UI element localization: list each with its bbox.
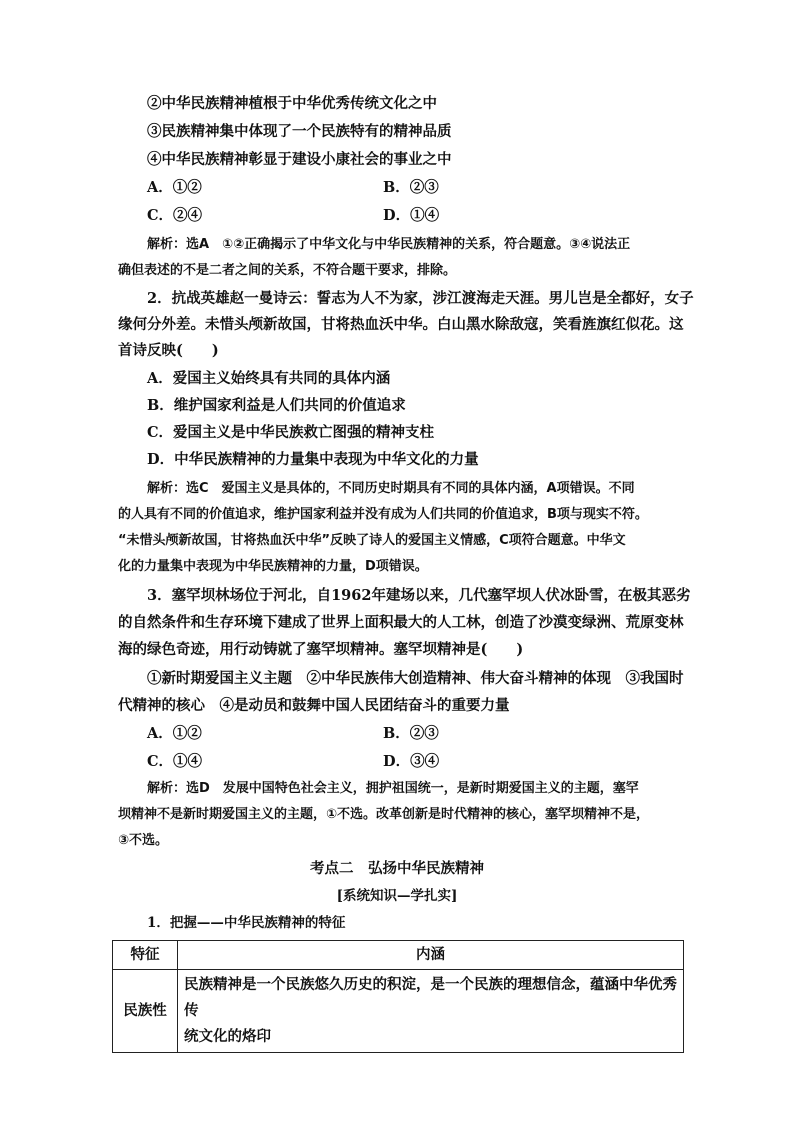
q2-option-a: A．爱国主义始终具有共同的具体内涵 xyxy=(147,370,391,387)
table-cell-content xyxy=(178,970,684,1053)
q3-explanation-line: ③不选。 xyxy=(118,833,169,848)
q2-stem-line: 缘何分外差。未惜头颅新故国，甘将热血沃中华。白山黑水除敌寇，笑看旌旗红似花。这 xyxy=(118,316,684,333)
table-cell-content-line: 统文化的烙印 xyxy=(184,1028,271,1045)
section-title: 考点二 弘扬中华民族精神 xyxy=(310,860,484,877)
q2-explanation-line: 的人具有不同的价值追求，维护国家利益并没有成为人们共同的价值追求，B项与现实不符。 xyxy=(118,507,648,522)
q3-option-d: D．③④ xyxy=(383,753,440,770)
section-subtitle: [系统知识—学扎实] xyxy=(336,888,458,904)
table-row xyxy=(113,970,684,1053)
table-header-content: 内涵 xyxy=(178,941,684,970)
q1-option-a: A．①② xyxy=(147,179,202,196)
q3-stem-line: 的自然条件和生存环境下建成了世界上面积最大的人工林，创造了沙漠变绿洲、荒原变林 xyxy=(118,614,684,631)
q3-option-b: B．②③ xyxy=(383,725,439,742)
q3-explanation-line: 解析：选D 发展中国特色社会主义，拥护祖国统一，是新时期爱国主义的主题，塞罕 xyxy=(147,781,639,796)
table-cell-content-line: 民族精神是一个民族悠久历史的积淀，是一个民族的理想信念，蕴涵中华优秀传 xyxy=(184,976,677,1019)
q1-explanation-line: 确但表述的不是二者之间的关系，不符合题干要求，排除。 xyxy=(118,263,457,278)
q1-statement-4: ④中华民族精神彰显于建设小康社会的事业之中 xyxy=(147,151,452,168)
q2-explanation-line: 化的力量集中表现为中华民族精神的力量，D项错误。 xyxy=(118,559,428,574)
q3-stem-line: 3．塞罕坝林场位于河北，自1962年建场以来，几代塞罕坝人伏冰卧雪，在极其恶劣 xyxy=(147,587,691,604)
q2-stem-line: 首诗反映( ) xyxy=(118,342,219,359)
table-header-row xyxy=(113,941,684,970)
q2-explanation-line: “未惜头颅新故国，甘将热血沃中华”反映了诗人的爱国主义情感，C项符合题意。中华文 xyxy=(118,533,626,548)
q3-option-c: C．①④ xyxy=(147,753,203,770)
q2-explanation-line: 解析：选C 爱国主义是具体的，不同历史时期具有不同的具体内涵，A项错误。不同 xyxy=(147,481,635,496)
q2-option-d: D．中华民族精神的力量集中表现为中华文化的力量 xyxy=(147,451,479,468)
q3-statement-line: ①新时期爱国主义主题 ②中华民族伟大创造精神、伟大奋斗精神的体现 ③我国时 xyxy=(147,670,684,687)
q2-stem-line: 2．抗战英雄赵一曼诗云：誓志为人不为家，涉江渡海走天涯。男儿岂是全都好，女子 xyxy=(147,290,694,307)
table-header-feature: 特征 xyxy=(113,941,178,970)
q3-explanation-line: 坝精神不是新时期爱国主义的主题，①不选。改革创新是时代精神的核心，塞罕坝精神不是， xyxy=(118,807,650,822)
q3-stem-line: 海的绿色奇迹，用行动铸就了塞罕坝精神。塞罕坝精神是( ) xyxy=(118,641,524,658)
q1-explanation-line: 解析：选A ①②正确揭示了中华文化与中华民族精神的关系，符合题意。③④说法正 xyxy=(147,237,631,252)
q1-option-d: D．①④ xyxy=(383,207,440,224)
q1-statement-2: ②中华民族精神植根于中华优秀传统文化之中 xyxy=(147,95,437,112)
q3-option-a: A．①② xyxy=(147,725,202,742)
q2-option-c: C．爱国主义是中华民族救亡图强的精神支柱 xyxy=(147,424,435,441)
q1-statement-3: ③民族精神集中体现了一个民族特有的精神品质 xyxy=(147,123,452,140)
section-heading: 1．把握——中华民族精神的特征 xyxy=(147,915,346,931)
feature-table xyxy=(112,940,684,1053)
q1-option-b: B．②③ xyxy=(383,179,439,196)
q2-option-b: B．维护国家利益是人们共同的价值追求 xyxy=(147,397,406,414)
q1-option-c: C．②④ xyxy=(147,207,203,224)
table-cell-feature: 民族性 xyxy=(113,970,178,1053)
q3-statement-line: 代精神的核心 ④是动员和鼓舞中国人民团结奋斗的重要力量 xyxy=(118,697,510,714)
